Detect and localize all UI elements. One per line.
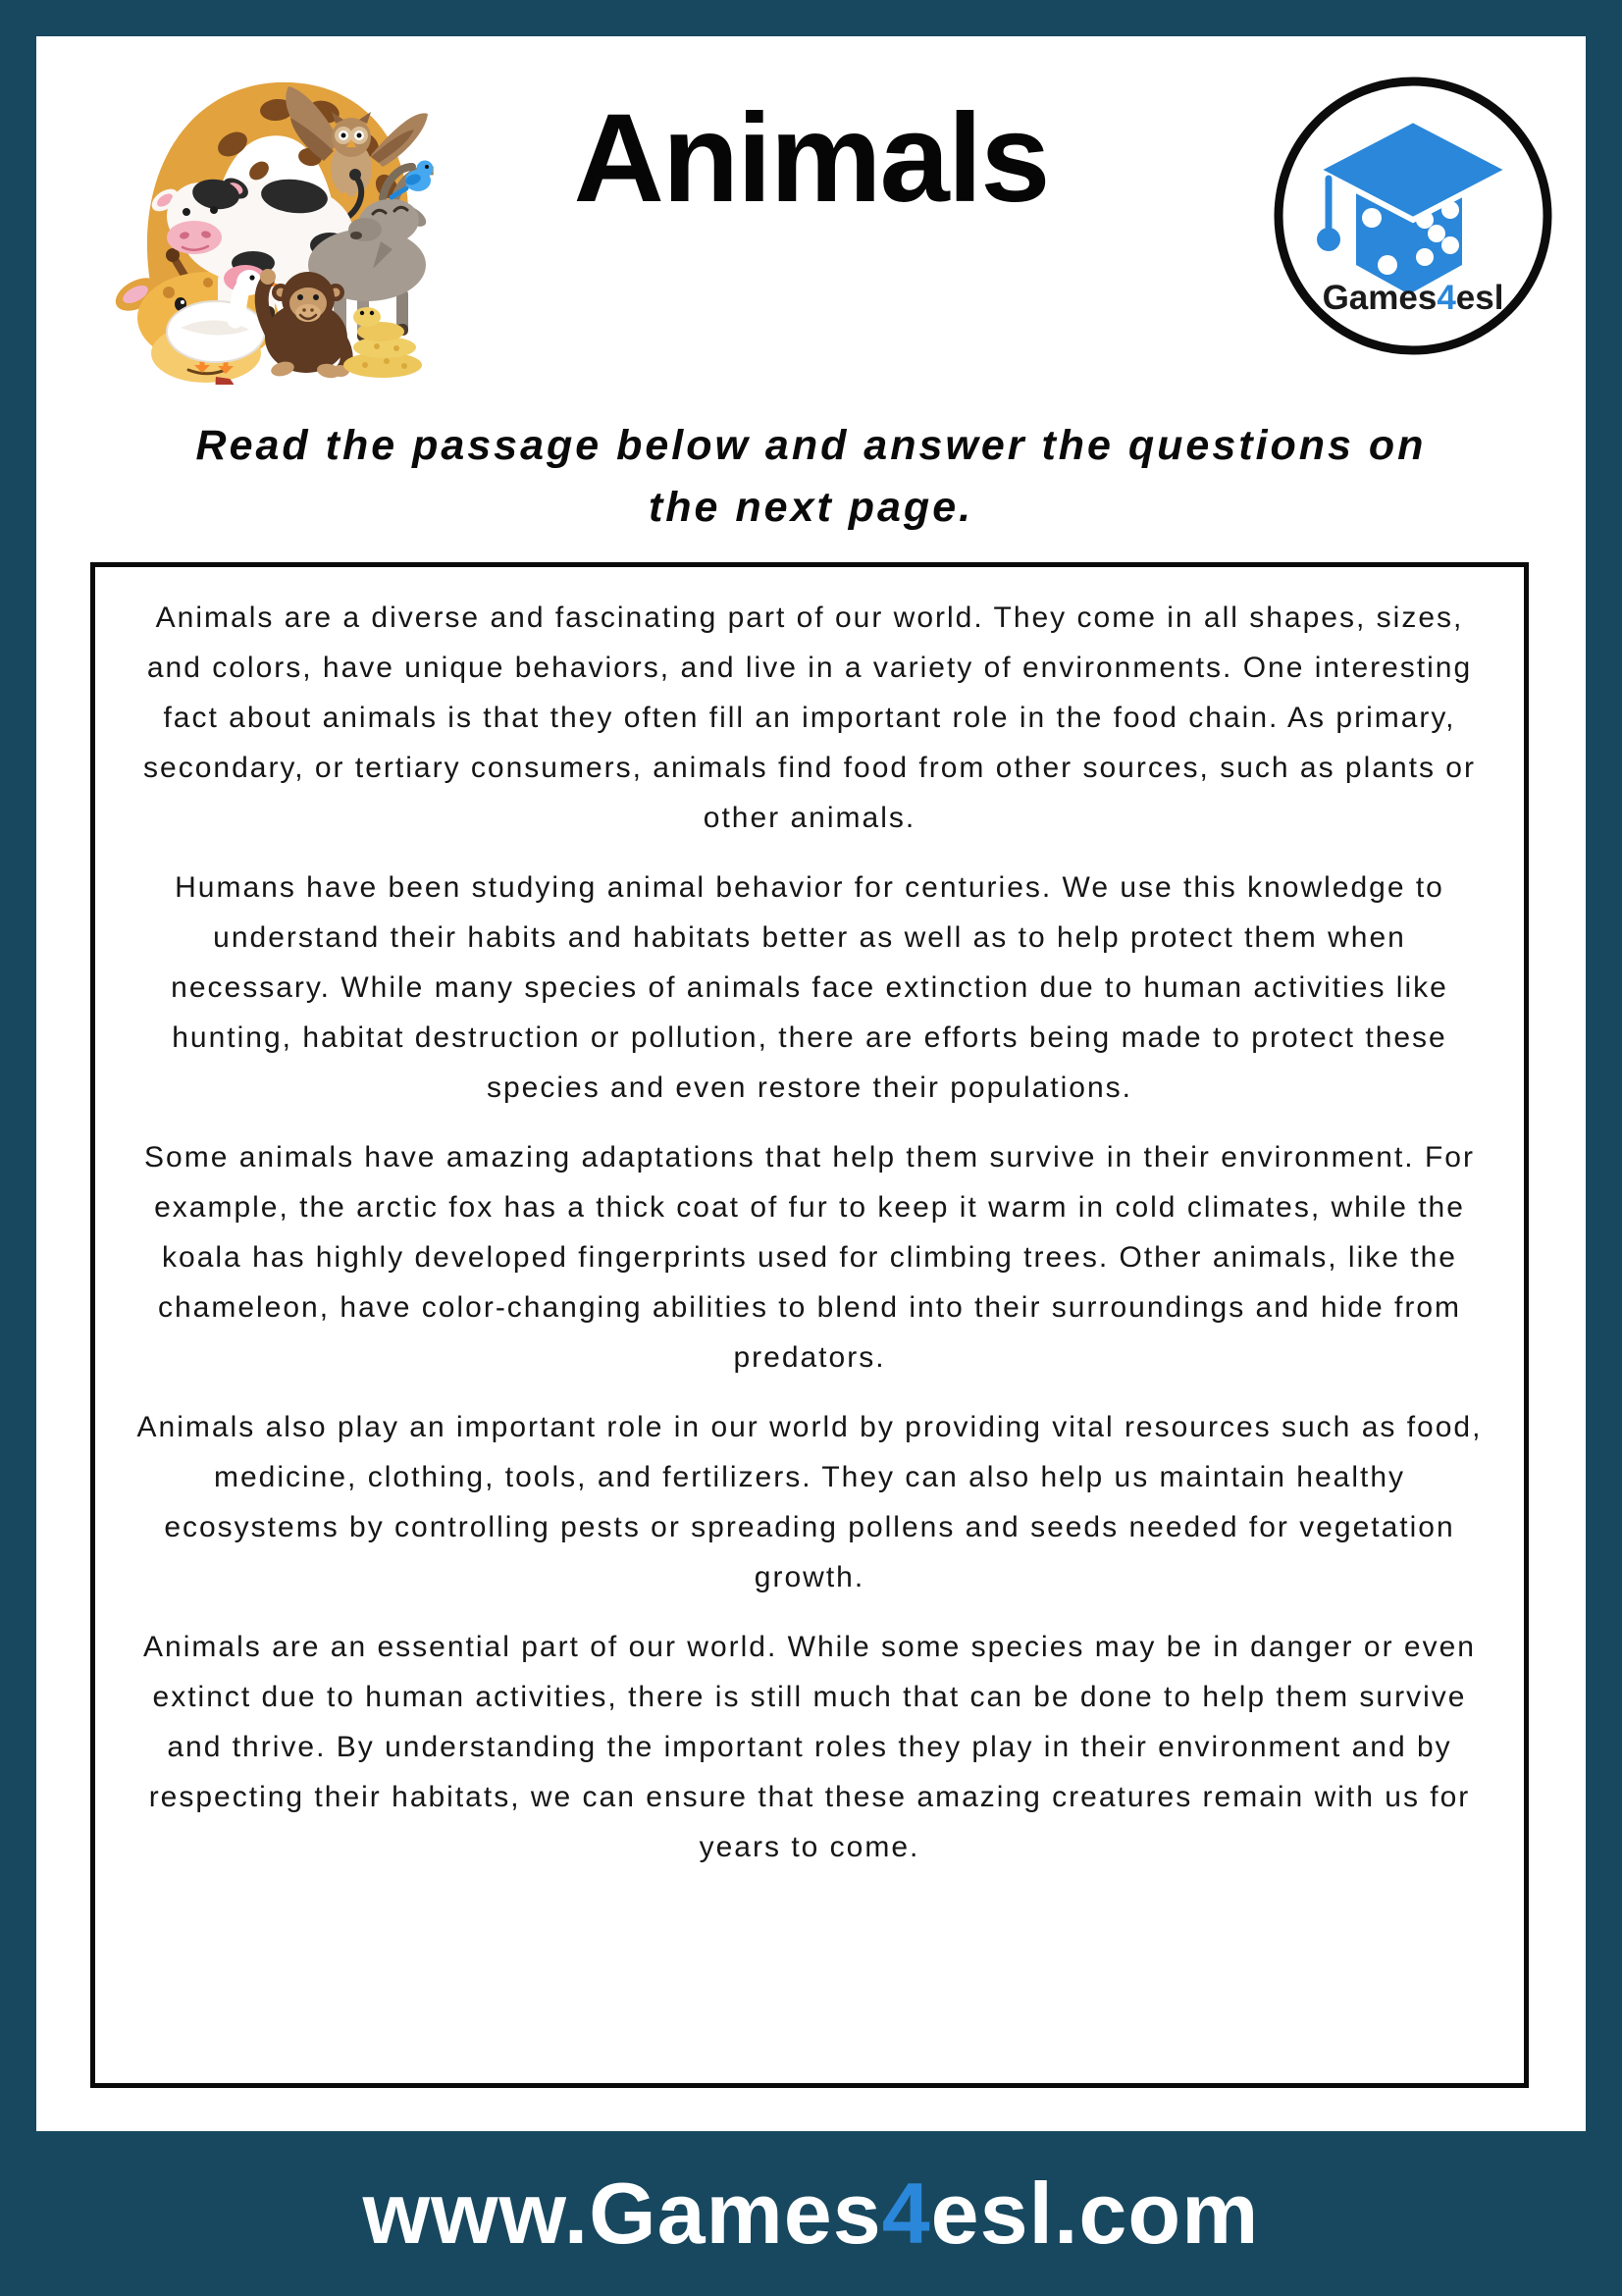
passage-paragraph-5: Animals are an essential part of our world. While some species may be in danger or even extinct due to human activities, there is still much that can be done to help them survive and thrive. By understanding the important roles they play in their environment and by respecting their habitats, we can ensure that these amazing creatures remain with us for years to come.	[143, 1631, 1476, 1863]
passage-paragraph-4: Animals also play an important role in our world by providing vital resources such as food, medicine, clothing, tools, and fertilizers. They can also help us maintain healthy ecosystems by controlling pests or spreading pollens and seeds needed for vegetation growth.	[136, 1411, 1483, 1593]
footer-url-suffix: esl.com	[930, 2165, 1260, 2262]
passage-paragraph-1: Animals are a diverse and fascinating part of our world. They come in all shapes, sizes, and colors, have unique behaviors, and live in a variety of environments. One interesting fact about animals is that they often fill an important role in the food chain. As primary, secondary, or tertiary consumers, animals find food from other sources, such as plants or other animals.	[143, 601, 1476, 834]
snake-illustration	[343, 307, 422, 378]
instruction-line-1: Read the passage below and answer the questions on	[195, 422, 1427, 469]
worksheet-sheet	[36, 36, 1586, 2131]
footer-url	[363, 2164, 1260, 2264]
footer-url-prefix: www.Games	[362, 2165, 882, 2262]
passage-paragraph-3: Some animals have amazing adaptations that help them survive in their environment. For example, the arctic fox has a thick coat of fur to keep it warm in cold climates, while the koala has highly developed fingerprints used for climbing trees. Other animals, like the chameleon, have color-changing abilities to blend into their surroundings and hide from predators.	[144, 1141, 1475, 1374]
logo-brand-digit: 4	[1437, 279, 1456, 317]
logo-brand-text	[1268, 279, 1558, 318]
footer-bar	[0, 2131, 1622, 2296]
footer-url-digit: 4	[881, 2165, 931, 2262]
games4esl-logo	[1268, 71, 1558, 361]
logo-brand-prefix: Games	[1322, 279, 1438, 317]
passage-box	[90, 562, 1529, 2088]
logo-brand-suffix: esl	[1455, 279, 1504, 317]
passage-paragraph-2: Humans have been studying animal behavior for centuries. We use this knowledge to understand their habits and habitats better as well as to help protect them when necessary. While many species of animals face extinction due to human activities like hunting, habitat destruction or pollution, there are efforts being made to protect these species and even restore their populations.	[171, 871, 1448, 1104]
page-title: Animals	[573, 88, 1049, 229]
instruction-line-2: the next page.	[648, 484, 974, 531]
instruction-text	[36, 415, 1586, 539]
